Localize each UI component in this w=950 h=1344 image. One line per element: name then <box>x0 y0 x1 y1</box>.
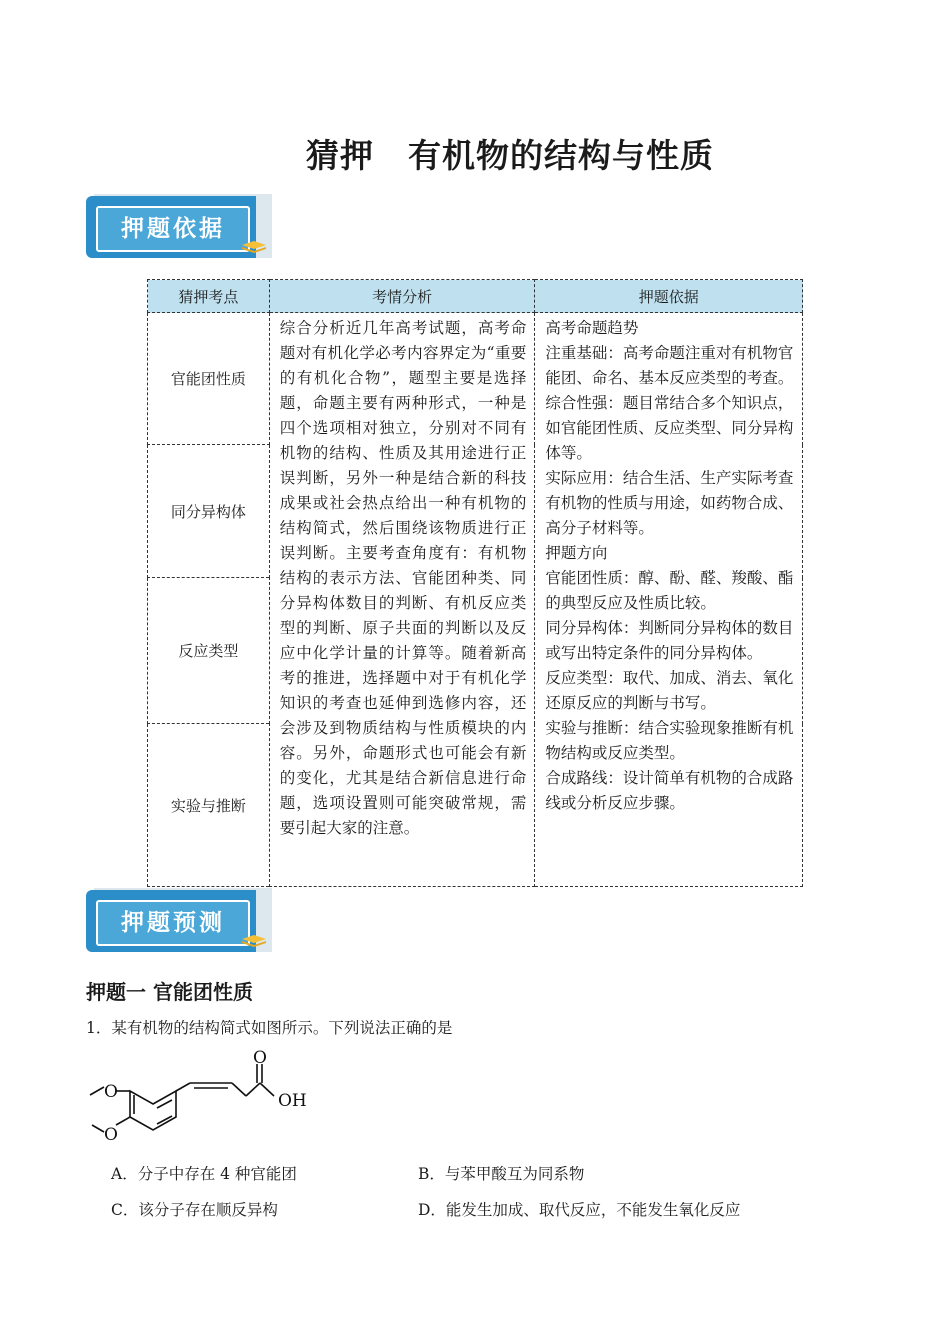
basis-line: 实验与推断：结合实验现象推断有机物结构或反应类型。 <box>545 719 794 762</box>
basis-line: 同分异构体：判断同分异构体的数目或写出特定条件的同分异构体。 <box>545 619 794 662</box>
section-banner-basis <box>86 194 272 260</box>
option-a: A．分子中存在 4 种官能团 <box>111 1165 297 1183</box>
header-basis: 押题依据 <box>535 280 803 313</box>
section-title: 押题一 官能团性质 <box>86 980 253 1004</box>
header-analysis: 考情分析 <box>269 280 535 313</box>
page-title: 猜押 有机物的结构与性质 <box>306 136 714 175</box>
topic-cell: 反应类型 <box>148 578 270 724</box>
option-d: D．能发生加成、取代反应，不能发生氧化反应 <box>418 1201 741 1219</box>
option-c: C．该分子存在顺反异构 <box>111 1201 278 1219</box>
analysis-table <box>147 279 803 887</box>
basis-line: 反应类型：取代、加成、消去、氧化还原反应的判断与书写。 <box>545 669 794 712</box>
hydroxyl-label: OH <box>278 1091 307 1111</box>
basis-line: 押题方向 <box>545 544 608 562</box>
carbonyl-oxygen: O <box>253 1050 267 1068</box>
basis-cell <box>535 313 803 887</box>
analysis-text: 综合分析近几年高考试题，高考命题对有机化学必考内容界定为“重要的有机化合物”，题型主要是选择题，命题主要有两种形式，一种是四个选项相对独立，分别对不同有机物的结构、性质及其用途进行正误判断，另外一种是结合新的科技成果或社会热点给出一种有机物的结构简式，然后围绕该物质进行正误判断。主要考查角度有：有机物结构的表示方法、官能团种类、同分异构体数目的判断、有机反应类型的判断、原子共面的判断以及反应中化学计量的计算等。随着新高考的推进，选择题中对于有机化学知识的考查也延伸到选修内容，还会涉及到物质结构与性质模块的内容。另外，命题形式也可能会有新的变化，尤其是结合新信息进行命题，选项设置则可能突破常规，需要引起大家的注意。 <box>269 313 535 887</box>
basis-line: 注重基础：高考命题注重对有机物官能团、命名、基本反应类型的考查。 <box>545 344 794 387</box>
topic-cell: 同分异构体 <box>148 445 270 578</box>
methoxy-oxygen-bottom: O <box>104 1125 118 1145</box>
topic-cell: 实验与推断 <box>148 724 270 887</box>
basis-line: 官能团性质：醇、酚、醛、羧酸、酯的典型反应及性质比较。 <box>545 569 794 612</box>
basis-line: 实际应用：结合生活、生产实际考查有机物的性质与用途，如药物合成、高分子材料等。 <box>545 469 794 537</box>
methoxy-oxygen-top: O <box>104 1082 118 1102</box>
topic-cell: 官能团性质 <box>148 313 270 445</box>
banner-label: 押题依据 <box>121 216 225 242</box>
book-icon <box>240 240 268 254</box>
section-banner-prediction <box>86 888 272 954</box>
header-topic: 猜押考点 <box>148 280 270 313</box>
question-text: 1．某有机物的结构简式如图所示。下列说法正确的是 <box>86 1019 453 1037</box>
option-b: B．与苯甲酸互为同系物 <box>418 1165 585 1183</box>
book-icon <box>240 934 268 948</box>
basis-line: 综合性强：题目常结合多个知识点，如官能团性质、反应类型、同分异构体等。 <box>545 394 794 462</box>
banner-label: 押题预测 <box>121 910 225 936</box>
basis-line: 高考命题趋势 <box>545 319 639 337</box>
basis-line: 合成路线：设计简单有机物的合成路线或分析反应步骤。 <box>545 769 794 812</box>
structure-formula <box>86 1050 326 1150</box>
